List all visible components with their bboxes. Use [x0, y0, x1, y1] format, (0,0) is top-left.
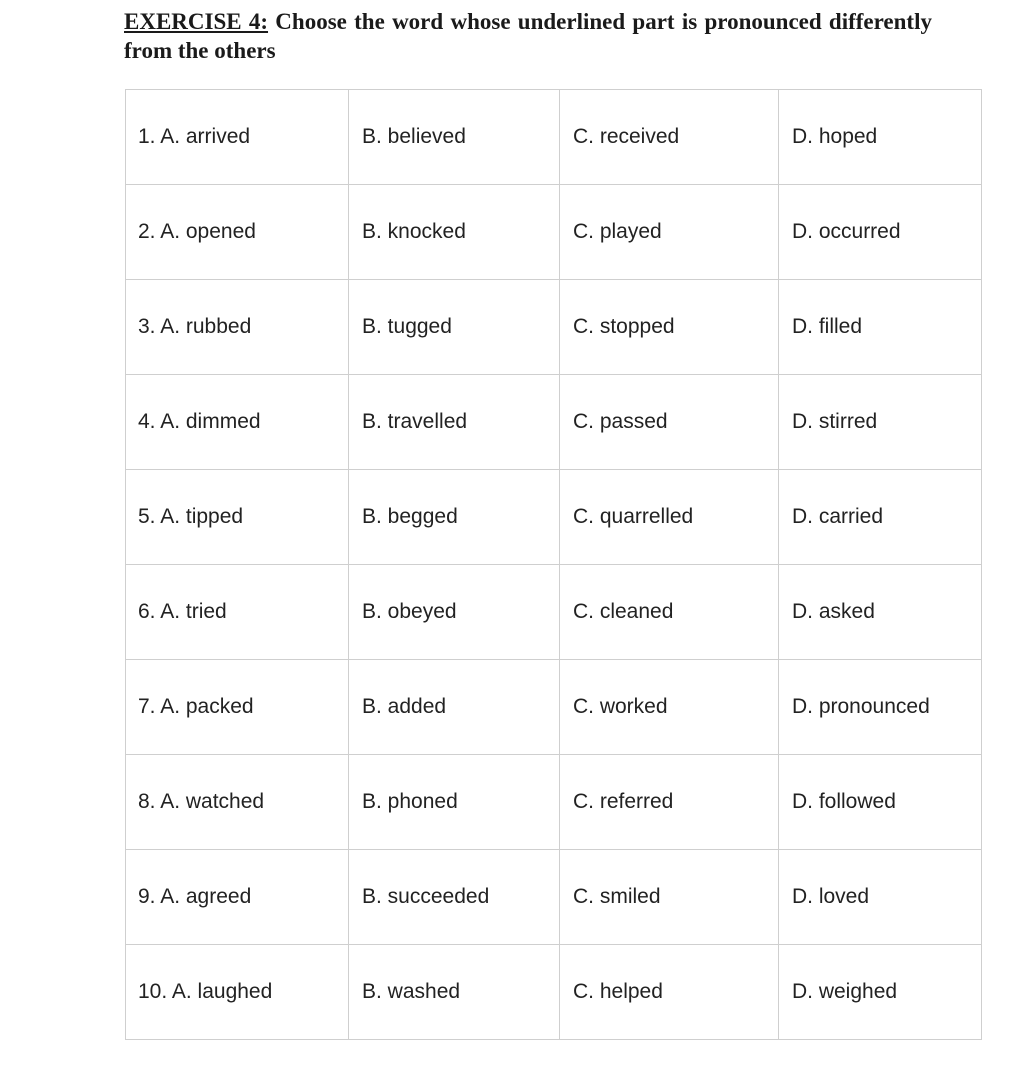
option-a: 2. A. opened	[126, 185, 349, 280]
option-c: C. passed	[560, 375, 779, 470]
option-c: C. cleaned	[560, 565, 779, 660]
table-row	[126, 850, 982, 945]
option-b: B. phoned	[349, 755, 560, 850]
option-b: B. knocked	[349, 185, 560, 280]
option-b: B. obeyed	[349, 565, 560, 660]
option-d: D. weighed	[779, 945, 982, 1040]
option-a: 1. A. arrived	[126, 90, 349, 185]
option-a: 10. A. laughed	[126, 945, 349, 1040]
option-b: B. washed	[349, 945, 560, 1040]
option-a: 6. A. tried	[126, 565, 349, 660]
table-row	[126, 755, 982, 850]
option-a: 9. A. agreed	[126, 850, 349, 945]
option-b: B. travelled	[349, 375, 560, 470]
option-c: C. referred	[560, 755, 779, 850]
exercise-heading	[124, 7, 932, 65]
option-d: D. asked	[779, 565, 982, 660]
option-d: D. stirred	[779, 375, 982, 470]
option-b: B. begged	[349, 470, 560, 565]
exercise-label: EXERCISE 4:	[124, 9, 269, 34]
option-d: D. filled	[779, 280, 982, 375]
option-a: 5. A. tipped	[126, 470, 349, 565]
table-row	[126, 945, 982, 1040]
option-c: C. helped	[560, 945, 779, 1040]
option-d: D. occurred	[779, 185, 982, 280]
option-c: C. quarrelled	[560, 470, 779, 565]
option-d: D. loved	[779, 850, 982, 945]
option-d: D. pronounced	[779, 660, 982, 755]
exercise-instruction: Choose the word whose underlined part is pronounced differently from the others	[124, 9, 932, 63]
option-b: B. succeeded	[349, 850, 560, 945]
table-row	[126, 185, 982, 280]
option-d: D. hoped	[779, 90, 982, 185]
table-row	[126, 470, 982, 565]
option-a: 4. A. dimmed	[126, 375, 349, 470]
option-d: D. carried	[779, 470, 982, 565]
option-a: 3. A. rubbed	[126, 280, 349, 375]
table-row	[126, 565, 982, 660]
option-c: C. played	[560, 185, 779, 280]
option-b: B. added	[349, 660, 560, 755]
exercise-table	[125, 89, 982, 1040]
table-row	[126, 660, 982, 755]
option-a: 7. A. packed	[126, 660, 349, 755]
option-c: C. smiled	[560, 850, 779, 945]
option-b: B. believed	[349, 90, 560, 185]
table-row	[126, 90, 982, 185]
option-d: D. followed	[779, 755, 982, 850]
option-c: C. received	[560, 90, 779, 185]
option-a: 8. A. watched	[126, 755, 349, 850]
option-b: B. tugged	[349, 280, 560, 375]
option-c: C. worked	[560, 660, 779, 755]
table-row	[126, 280, 982, 375]
table-row	[126, 375, 982, 470]
option-c: C. stopped	[560, 280, 779, 375]
